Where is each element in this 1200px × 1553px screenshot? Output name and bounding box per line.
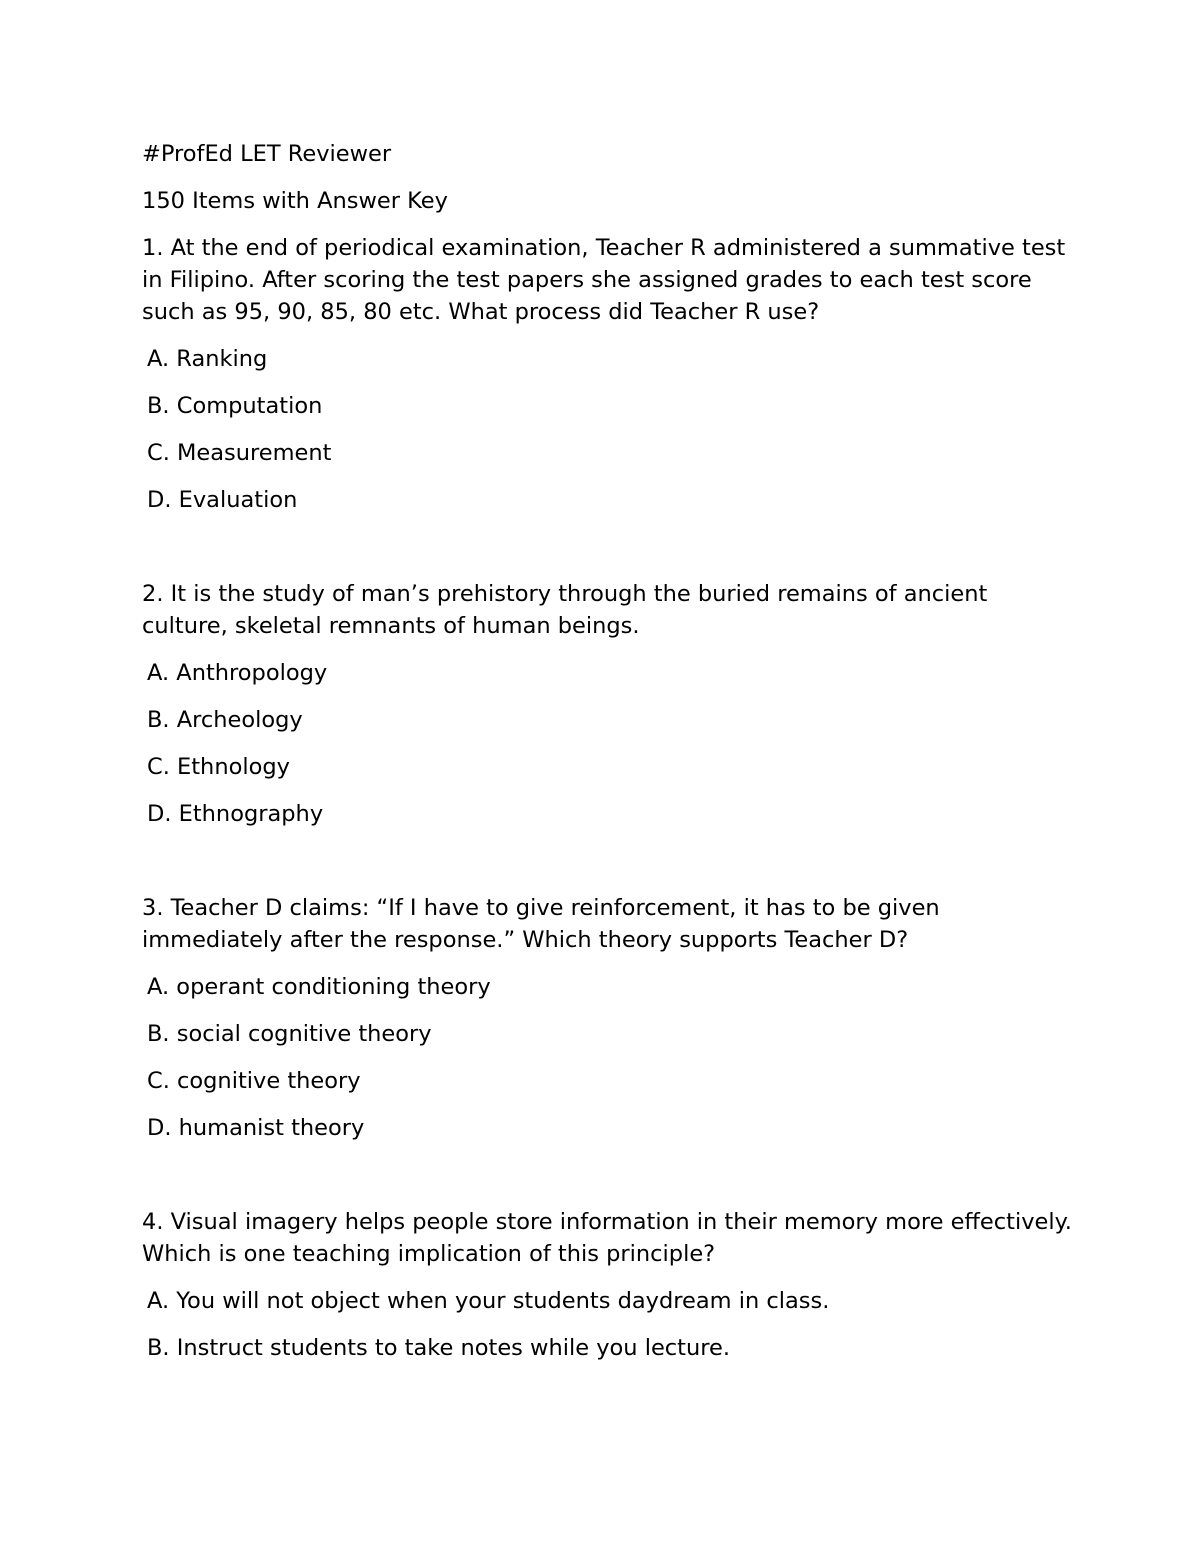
- question-block: [142, 1206, 1072, 1364]
- document-title: #ProfEd LET Reviewer: [142, 141, 392, 167]
- answer-option: A. Anthropology: [147, 660, 328, 686]
- question-text: 2. It is the study of man’s prehistory through the buried remains of ancient culture, skeletal remnants of human beings.: [142, 581, 988, 639]
- answer-option: C. Ethnology: [147, 754, 290, 780]
- answer-option: D. Evaluation: [147, 487, 298, 513]
- question-text: 3. Teacher D claims: “If I have to give reinforcement, it has to be given immediately after the response.” Which theory supports Teacher D?: [142, 895, 940, 953]
- answer-option: A. operant conditioning theory: [147, 974, 491, 1000]
- blank-line: [142, 845, 1072, 892]
- answer-option: B. social cognitive theory: [147, 1021, 432, 1047]
- blank-line: [142, 531, 1072, 578]
- question-text: 4. Visual imagery helps people store information in their memory more effectively. Which is one teaching implication of this principle?: [142, 1209, 1072, 1267]
- answer-option: A. Ranking: [147, 346, 268, 372]
- answer-option: D. humanist theory: [147, 1115, 365, 1141]
- question-block: [142, 892, 1072, 1144]
- answer-option: A. You will not object when your students daydream in class.: [147, 1288, 830, 1314]
- answer-option: B. Computation: [147, 393, 323, 419]
- blank-line: [142, 1159, 1072, 1206]
- document-subtitle: 150 Items with Answer Key: [142, 188, 448, 214]
- answer-option: B. Instruct students to take notes while you lecture.: [147, 1335, 731, 1361]
- document-content: [142, 138, 1072, 1379]
- answer-option: D. Ethnography: [147, 801, 324, 827]
- question-text: 1. At the end of periodical examination, Teacher R administered a summative test in Filipino. After scoring the test papers she assigned grades to each test score such as 95, 90, 85, 80 etc. What process did Teacher R use?: [142, 235, 1066, 325]
- question-block: [142, 232, 1072, 516]
- answer-option: B. Archeology: [147, 707, 303, 733]
- answer-option: C. cognitive theory: [147, 1068, 361, 1094]
- answer-option: C. Measurement: [147, 440, 332, 466]
- question-block: [142, 578, 1072, 830]
